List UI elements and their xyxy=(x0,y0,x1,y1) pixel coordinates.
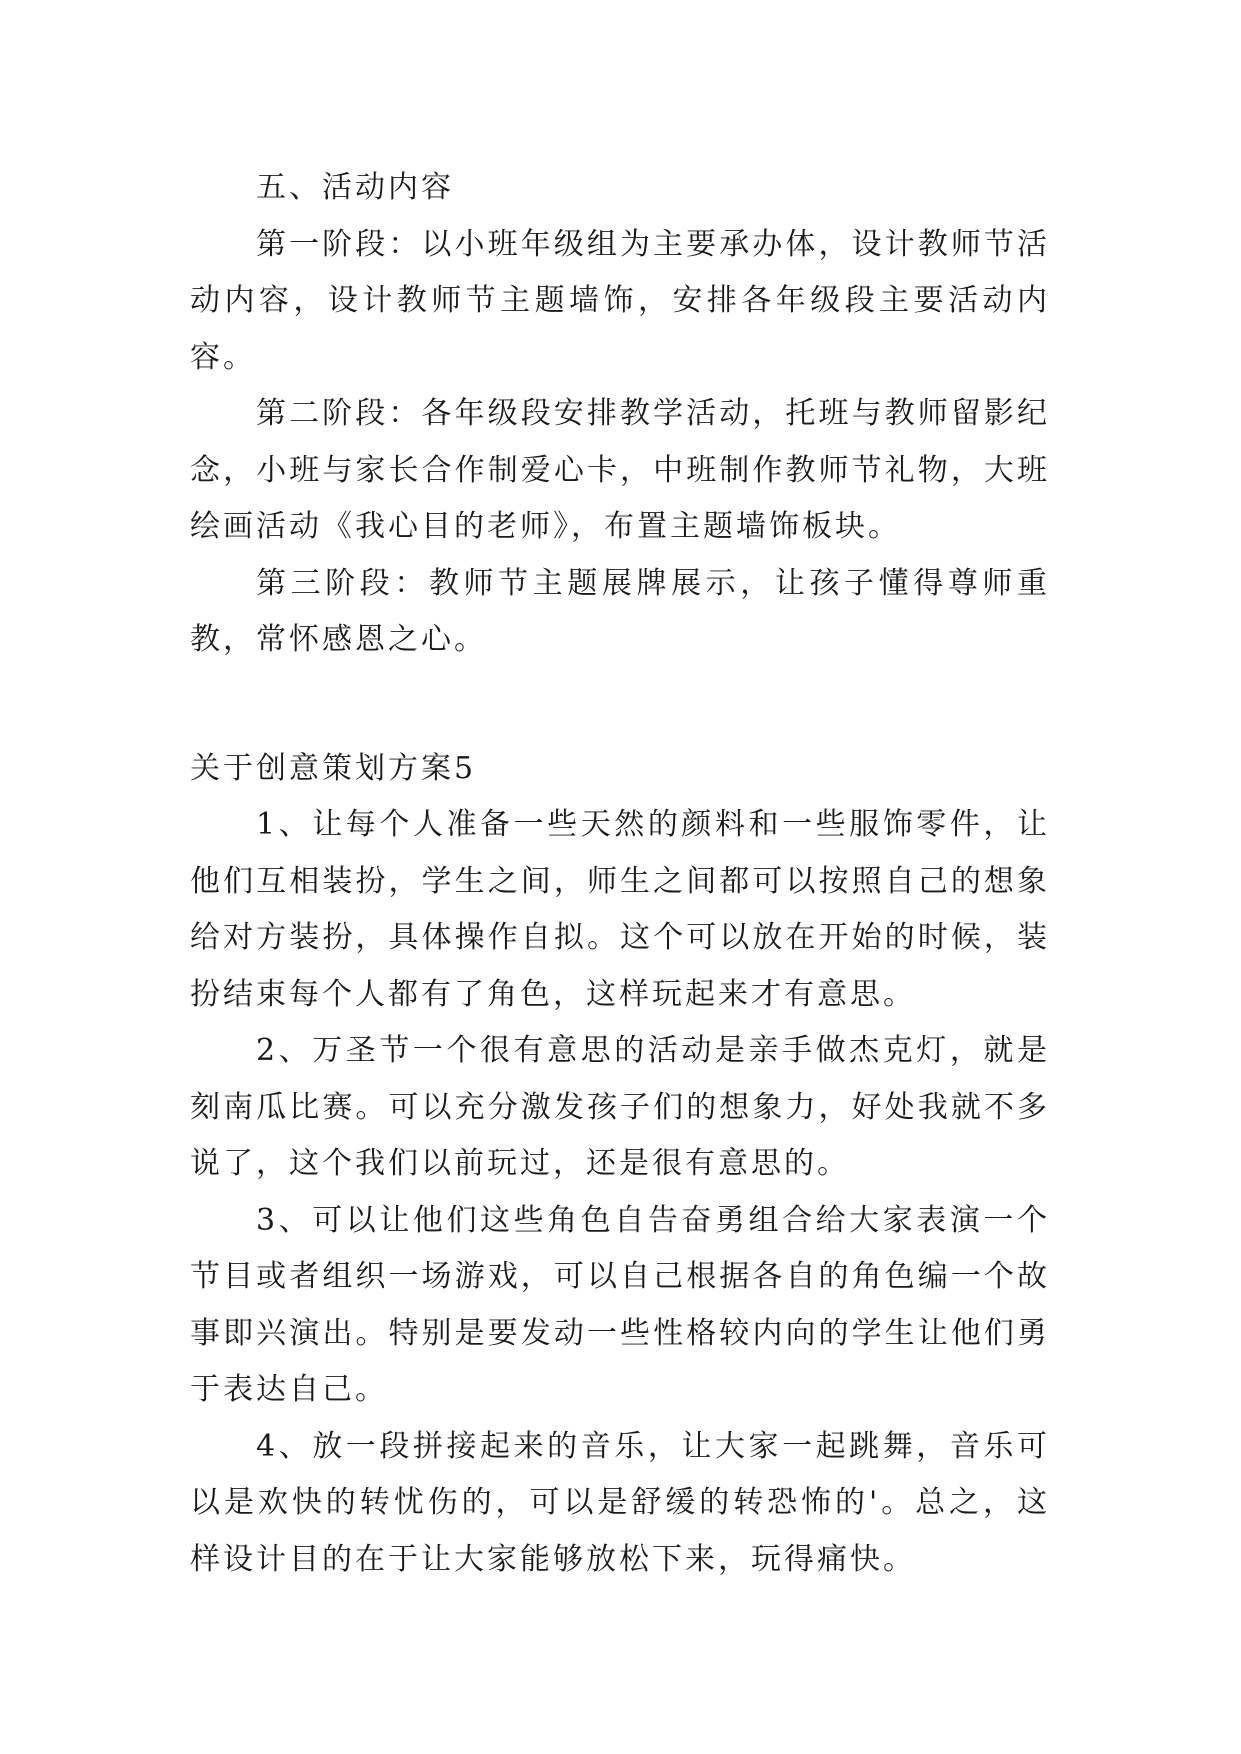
plan-item-2: 2、万圣节一个很有意思的活动是亲手做杰克灯，就是刻南瓜比赛。可以充分激发孩子们的想象力，好处我就不多说了，这个我们以前玩过，还是很有意思的。 xyxy=(190,1033,1050,1181)
plan-item-1: 1、让每个人准备一些天然的颜料和一些服饰零件，让他们互相装扮，学生之间，师生之间都可以按照自己的想象给对方装扮，具体操作自拟。这个可以放在开始的时候，装扮结束每个人都有了角色，这样玩起来才有意思。 xyxy=(190,807,1050,1012)
document-body xyxy=(190,160,1050,1588)
stage-paragraph-1: 第一阶段：以小班年级组为主要承办体，设计教师节活动内容，设计教师节主题墙饰，安排各年级段主要活动内容。 xyxy=(190,226,1050,375)
stage-paragraph-2: 第二阶段：各年级段安排教学活动，托班与教师留影纪念，小班与家长合作制爱心卡，中班制作教师节礼物，大班绘画活动《我心目的老师》，布置主题墙饰板块。 xyxy=(190,396,1050,544)
stage-paragraph-3: 第三阶段：教师节主题展牌展示，让孩子懂得尊师重教，常怀感恩之心。 xyxy=(190,565,1050,657)
plan-item-3: 3、可以让他们这些角色自告奋勇组合给大家表演一个节目或者组织一场游戏，可以自己根据各自的角色编一个故事即兴演出。特别是要发动一些性格较内向的学生让他们勇于表达自己。 xyxy=(190,1202,1050,1407)
plan-item-4: 4、放一段拼接起来的音乐，让大家一起跳舞，音乐可以是欢快的转忧伤的，可以是舒缓的转恐怖的'。总之，这样设计目的在于让大家能够放松下来，玩得痛快。 xyxy=(190,1428,1050,1577)
plan-heading: 关于创意策划方案5 xyxy=(190,750,477,786)
section-title: 五、活动内容 xyxy=(256,170,454,205)
